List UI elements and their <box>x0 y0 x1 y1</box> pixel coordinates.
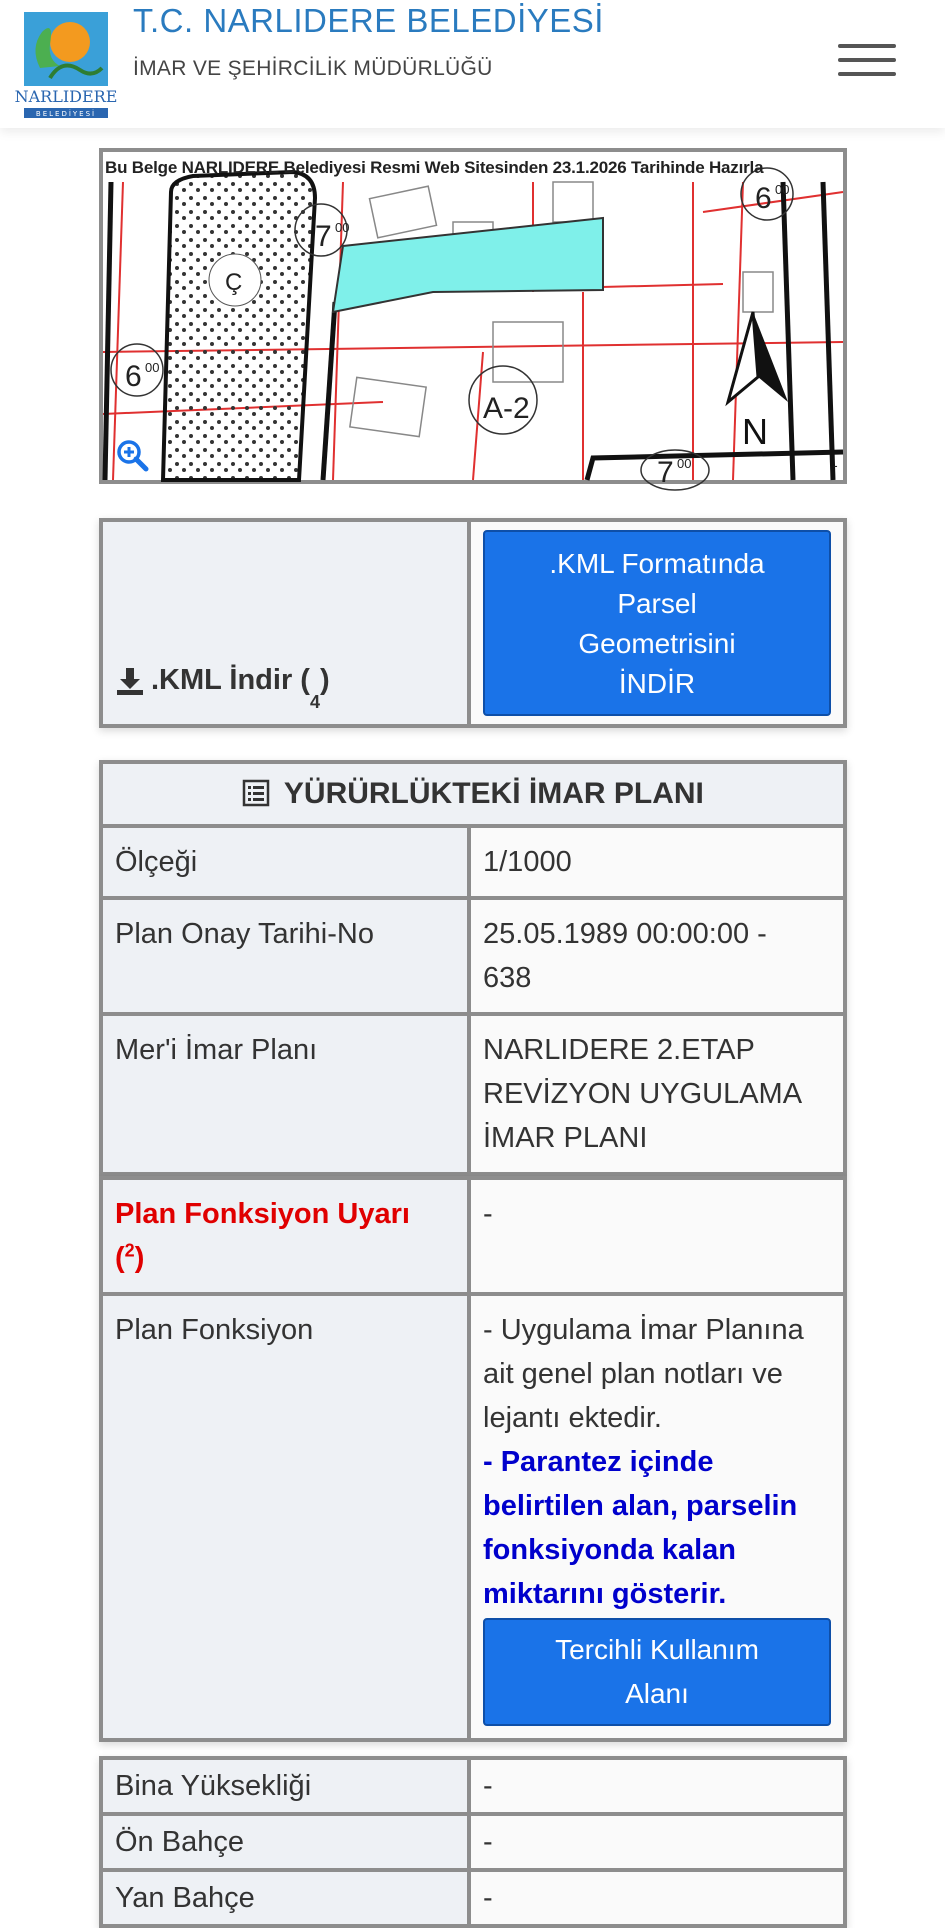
approval-date-line-2: 638 <box>483 962 532 994</box>
list-icon <box>242 779 270 807</box>
side-yard-label: Yan Bahçe <box>103 1872 471 1924</box>
logo-subtext: BELEDİYESİ <box>35 110 97 118</box>
approval-date-line-1: 25.05.1989 00:00:00 - <box>483 918 767 950</box>
approval-date-value <box>471 900 843 1012</box>
map-dash: - <box>833 457 838 473</box>
map-label-7a: 7 <box>315 220 332 253</box>
map-label-a2: A-2 <box>483 392 530 425</box>
map-label-6a: 6 <box>755 182 772 215</box>
zoom-in-icon[interactable] <box>115 438 149 472</box>
kml-download-table <box>99 518 847 728</box>
table-row <box>103 900 843 1016</box>
scale-value: 1/1000 <box>471 828 843 896</box>
kml-button-line-4: İNDİR <box>618 668 696 699</box>
notes-line-1: - Uygulama İmar Planına <box>483 1314 804 1346</box>
plan-function-warning-label <box>103 1180 471 1292</box>
table-row <box>103 1872 843 1924</box>
front-yard-value: - <box>471 1816 843 1868</box>
table-row <box>103 1816 843 1872</box>
kml-download-button[interactable] <box>483 530 831 716</box>
plan-function-value <box>471 1296 843 1738</box>
map-canvas <box>103 152 843 489</box>
plan-function-table <box>99 1176 847 1742</box>
map-label-c: Ç <box>225 269 243 296</box>
scale-label: Ölçeği <box>103 828 471 896</box>
map-label-6a-sup: 00 <box>775 182 790 197</box>
page-subtitle: İMAR VE ŞEHİRCİLİK MÜDÜRLÜĞÜ <box>133 57 493 80</box>
parcel-map[interactable] <box>99 148 847 489</box>
current-plan-line-1: NARLIDERE 2.ETAP <box>483 1034 755 1066</box>
warning-sup: 2 <box>124 1240 135 1261</box>
warning-open: ( <box>115 1242 125 1274</box>
current-plan-line-3: İMAR PLANI <box>483 1122 648 1154</box>
plan-function-label: Plan Fonksiyon <box>103 1296 471 1738</box>
front-yard-label: Ön Bahçe <box>103 1816 471 1868</box>
table-row <box>103 1760 843 1816</box>
bold-note-line-4: miktarını gösterir. <box>483 1578 727 1610</box>
side-yard-value: - <box>471 1872 843 1924</box>
table-row <box>103 828 843 900</box>
plan-function-warning-value: - <box>471 1180 843 1292</box>
current-plan-label: Mer'i İmar Planı <box>103 1016 471 1172</box>
logo-text: NARLIDERE <box>14 87 118 106</box>
map-label-7b: 7 <box>657 456 674 489</box>
building-height-label: Bina Yüksekliği <box>103 1760 471 1812</box>
hamburger-menu-icon[interactable] <box>838 44 896 84</box>
kml-button-line-3: Geometrisini <box>578 628 736 659</box>
bold-note-line-1: - Parantez içinde <box>483 1446 714 1478</box>
table-row <box>103 1016 843 1172</box>
map-watermark: Bu Belge NARLIDERE Belediyesi Resmi Web Sitesinden 23.1.2026 Tarihinde Hazırla <box>105 158 764 177</box>
municipality-logo[interactable] <box>14 8 118 120</box>
page-title: T.C. NARLIDERE BELEDİYESİ <box>133 2 604 39</box>
map-label-6b: 6 <box>125 360 142 393</box>
current-plan-value <box>471 1016 843 1172</box>
bold-note-line-3: fonksiyonda kalan <box>483 1534 737 1566</box>
map-label-6b-sup: 00 <box>145 360 160 375</box>
bold-note-line-2: belirtilen alan, parselin <box>483 1490 798 1522</box>
notes-line-3: lejantı ektedir. <box>483 1402 662 1434</box>
notes-line-2: ait genel plan notları ve <box>483 1358 783 1390</box>
building-height-value: - <box>471 1760 843 1812</box>
current-plan-line-2: REVİZYON UYGULAMA <box>483 1078 803 1110</box>
map-label-7b-sup: 00 <box>677 456 692 471</box>
zoning-plan-heading <box>103 764 843 824</box>
kml-button-line-2: Parsel <box>617 588 697 619</box>
preferred-use-area-button[interactable] <box>483 1618 831 1726</box>
table-row <box>103 1296 843 1738</box>
kml-download-label: .KML İndir ( 4 ) <box>103 522 471 724</box>
zoning-plan-heading-text: YÜRÜRLÜKTEKİ İMAR PLANI <box>283 777 704 810</box>
table-row <box>103 1180 843 1296</box>
north-label: N <box>742 411 768 452</box>
map-label-7a-sup: 00 <box>335 220 350 235</box>
kml-label-text: .KML İndir ( <box>151 664 310 696</box>
kml-button-line-1: .KML Formatında <box>549 548 765 579</box>
warning-close: ) <box>134 1242 145 1274</box>
building-info-table <box>99 1756 847 1928</box>
app-header <box>0 0 945 128</box>
warning-label-text: Plan Fonksiyon Uyarı <box>115 1198 410 1230</box>
preferred-use-line-1: Tercihli Kullanım <box>555 1634 759 1665</box>
kml-label-close: ) <box>319 664 330 696</box>
approval-date-label: Plan Onay Tarihi-No <box>103 900 471 1012</box>
download-icon <box>115 666 145 696</box>
preferred-use-line-2: Alanı <box>625 1678 689 1709</box>
zoning-plan-table <box>99 760 847 1176</box>
